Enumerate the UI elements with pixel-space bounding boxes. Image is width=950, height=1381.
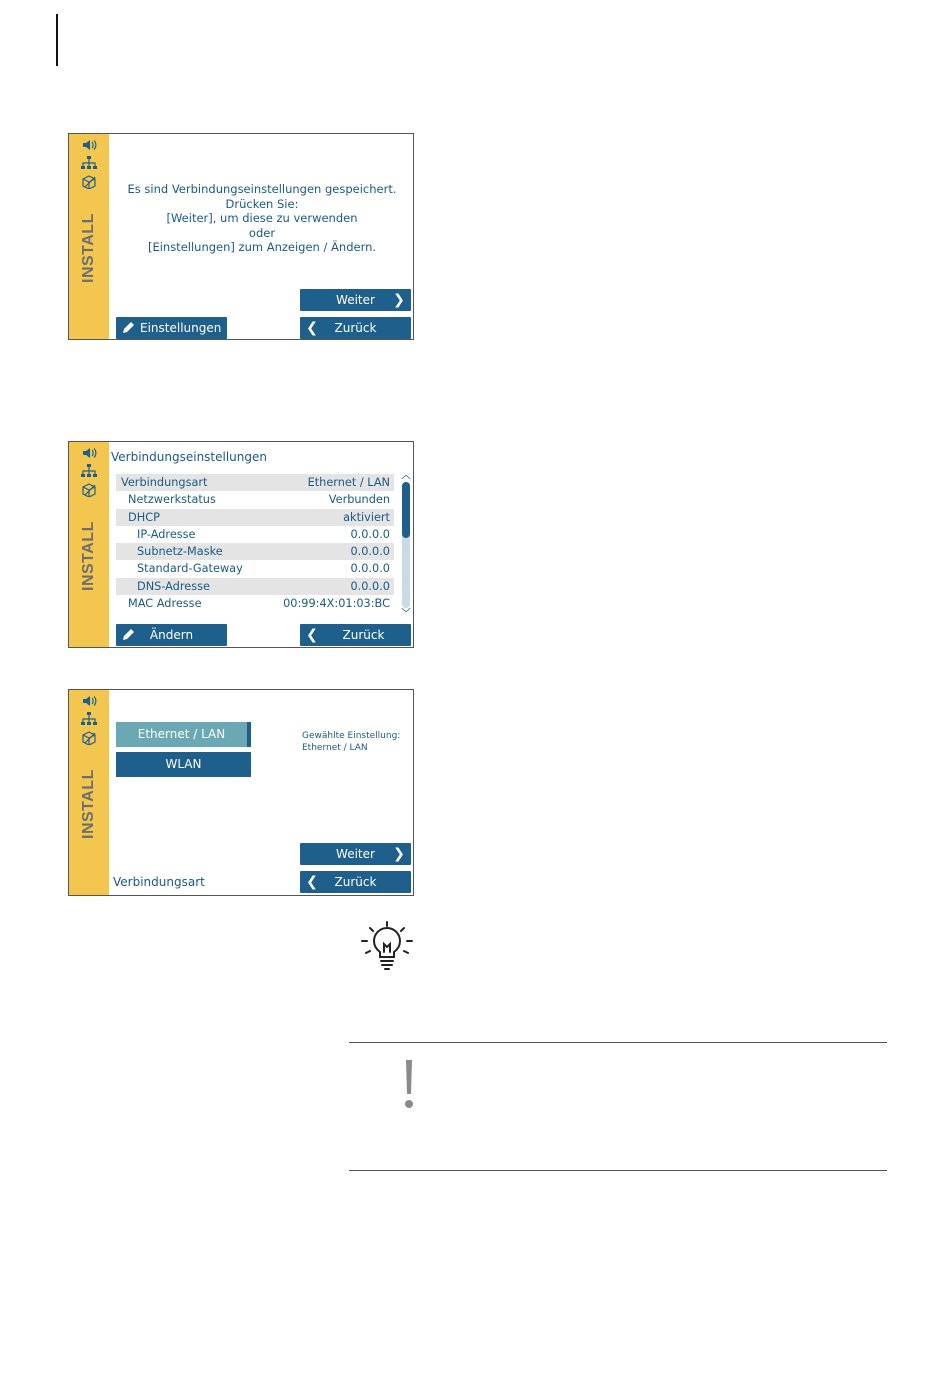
table-row[interactable] xyxy=(116,595,394,612)
chevron-left-icon: ❮ xyxy=(306,627,318,643)
speaker-icon xyxy=(81,694,97,708)
row-value: 0.0.0.0 xyxy=(350,545,390,559)
back-button[interactable] xyxy=(300,317,411,339)
message-line: Es sind Verbindungseinstellungen gespeichert. xyxy=(127,182,397,196)
install-label: INSTALL xyxy=(80,213,97,283)
table-row[interactable] xyxy=(116,491,394,508)
screen-connection-settings xyxy=(68,441,414,648)
chosen-setting xyxy=(302,730,400,754)
row-key: DHCP xyxy=(128,510,160,524)
lightbulb-icon xyxy=(358,920,418,972)
scrollbar[interactable] xyxy=(401,471,411,619)
pencil-icon xyxy=(121,321,135,335)
chosen-setting-value: Ethernet / LAN xyxy=(302,743,368,753)
row-key: MAC Adresse xyxy=(128,597,202,611)
package-icon xyxy=(81,175,97,189)
row-key: DNS-Adresse xyxy=(137,579,210,593)
table-row[interactable] xyxy=(116,474,394,491)
row-value: 0.0.0.0 xyxy=(350,562,390,576)
message-line: oder xyxy=(248,225,276,240)
option-ethernet-lan[interactable]: Ethernet / LAN xyxy=(116,722,251,747)
page-title: Verbindungseinstellungen xyxy=(111,450,267,464)
speaker-icon xyxy=(81,446,97,460)
settings-button-label: Einstellungen xyxy=(140,321,222,335)
sidebar xyxy=(69,134,109,339)
row-value: 00:99:4X:01:03:BC xyxy=(283,597,390,611)
settings-table xyxy=(116,474,394,612)
row-key: Netzwerkstatus xyxy=(128,493,216,507)
settings-button[interactable] xyxy=(116,317,227,339)
chosen-setting-label: Gewählte Einstellung: xyxy=(302,731,401,741)
chevron-right-icon: ❯ xyxy=(393,846,405,862)
back-button[interactable] xyxy=(300,624,411,646)
package-icon xyxy=(81,731,97,745)
back-button-label: Zurück xyxy=(334,321,377,335)
message-line: [Einstellungen] zum Anzeigen / Ändern. xyxy=(147,240,377,254)
row-value: Verbunden xyxy=(328,493,390,507)
screen-connection-type xyxy=(68,689,414,896)
pencil-icon xyxy=(121,628,135,642)
divider xyxy=(349,1170,887,1171)
chevron-left-icon: ❮ xyxy=(306,320,318,336)
next-button[interactable] xyxy=(300,289,411,311)
screen-stored-settings xyxy=(68,133,414,340)
row-value: 0.0.0.0 xyxy=(350,527,390,541)
row-value: aktiviert xyxy=(343,510,390,524)
row-value: 0.0.0.0 xyxy=(350,579,390,593)
divider xyxy=(349,1042,887,1043)
back-button-label: Zurück xyxy=(342,628,385,642)
table-row[interactable] xyxy=(116,509,394,526)
speaker-icon xyxy=(81,138,97,152)
page-margin-line xyxy=(56,14,58,66)
scrollbar-thumb[interactable] xyxy=(402,482,410,538)
option-wlan[interactable]: WLAN xyxy=(116,752,251,777)
row-key: Verbindungsart xyxy=(121,476,208,489)
chevron-down-icon[interactable]: ﹀ xyxy=(401,609,411,619)
chevron-up-icon[interactable]: ︿ xyxy=(401,471,411,481)
package-icon xyxy=(81,483,97,497)
back-button[interactable] xyxy=(300,871,411,893)
network-icon xyxy=(81,464,97,478)
exclamation-icon xyxy=(398,1058,420,1112)
edit-button[interactable] xyxy=(116,624,227,646)
network-icon xyxy=(81,712,97,726)
stored-settings-message xyxy=(117,182,407,255)
chevron-left-icon: ❮ xyxy=(306,874,318,890)
table-row[interactable] xyxy=(116,560,394,577)
sidebar xyxy=(69,442,109,647)
table-row[interactable] xyxy=(116,526,394,543)
sidebar xyxy=(69,690,109,895)
message-line: [Weiter], um diese zu verwenden xyxy=(166,211,358,225)
network-icon xyxy=(81,156,97,170)
row-key: IP-Adresse xyxy=(137,527,196,541)
row-key: Standard-Gateway xyxy=(137,562,243,576)
next-button[interactable] xyxy=(300,843,411,865)
install-label: INSTALL xyxy=(80,521,97,591)
table-row[interactable] xyxy=(116,543,394,560)
message-line: Drücken Sie: xyxy=(225,196,299,211)
row-key: Subnetz-Maske xyxy=(137,545,223,559)
chevron-right-icon: ❯ xyxy=(393,292,405,308)
table-row[interactable] xyxy=(116,578,394,595)
footer-label: Verbindungsart xyxy=(113,875,205,889)
edit-button-label: Ändern xyxy=(149,628,194,642)
back-button-label: Zurück xyxy=(334,875,377,889)
next-button-label: Weiter xyxy=(336,847,375,861)
next-button-label: Weiter xyxy=(336,293,375,307)
row-value: Ethernet / LAN xyxy=(307,476,390,489)
install-label: INSTALL xyxy=(80,769,97,839)
